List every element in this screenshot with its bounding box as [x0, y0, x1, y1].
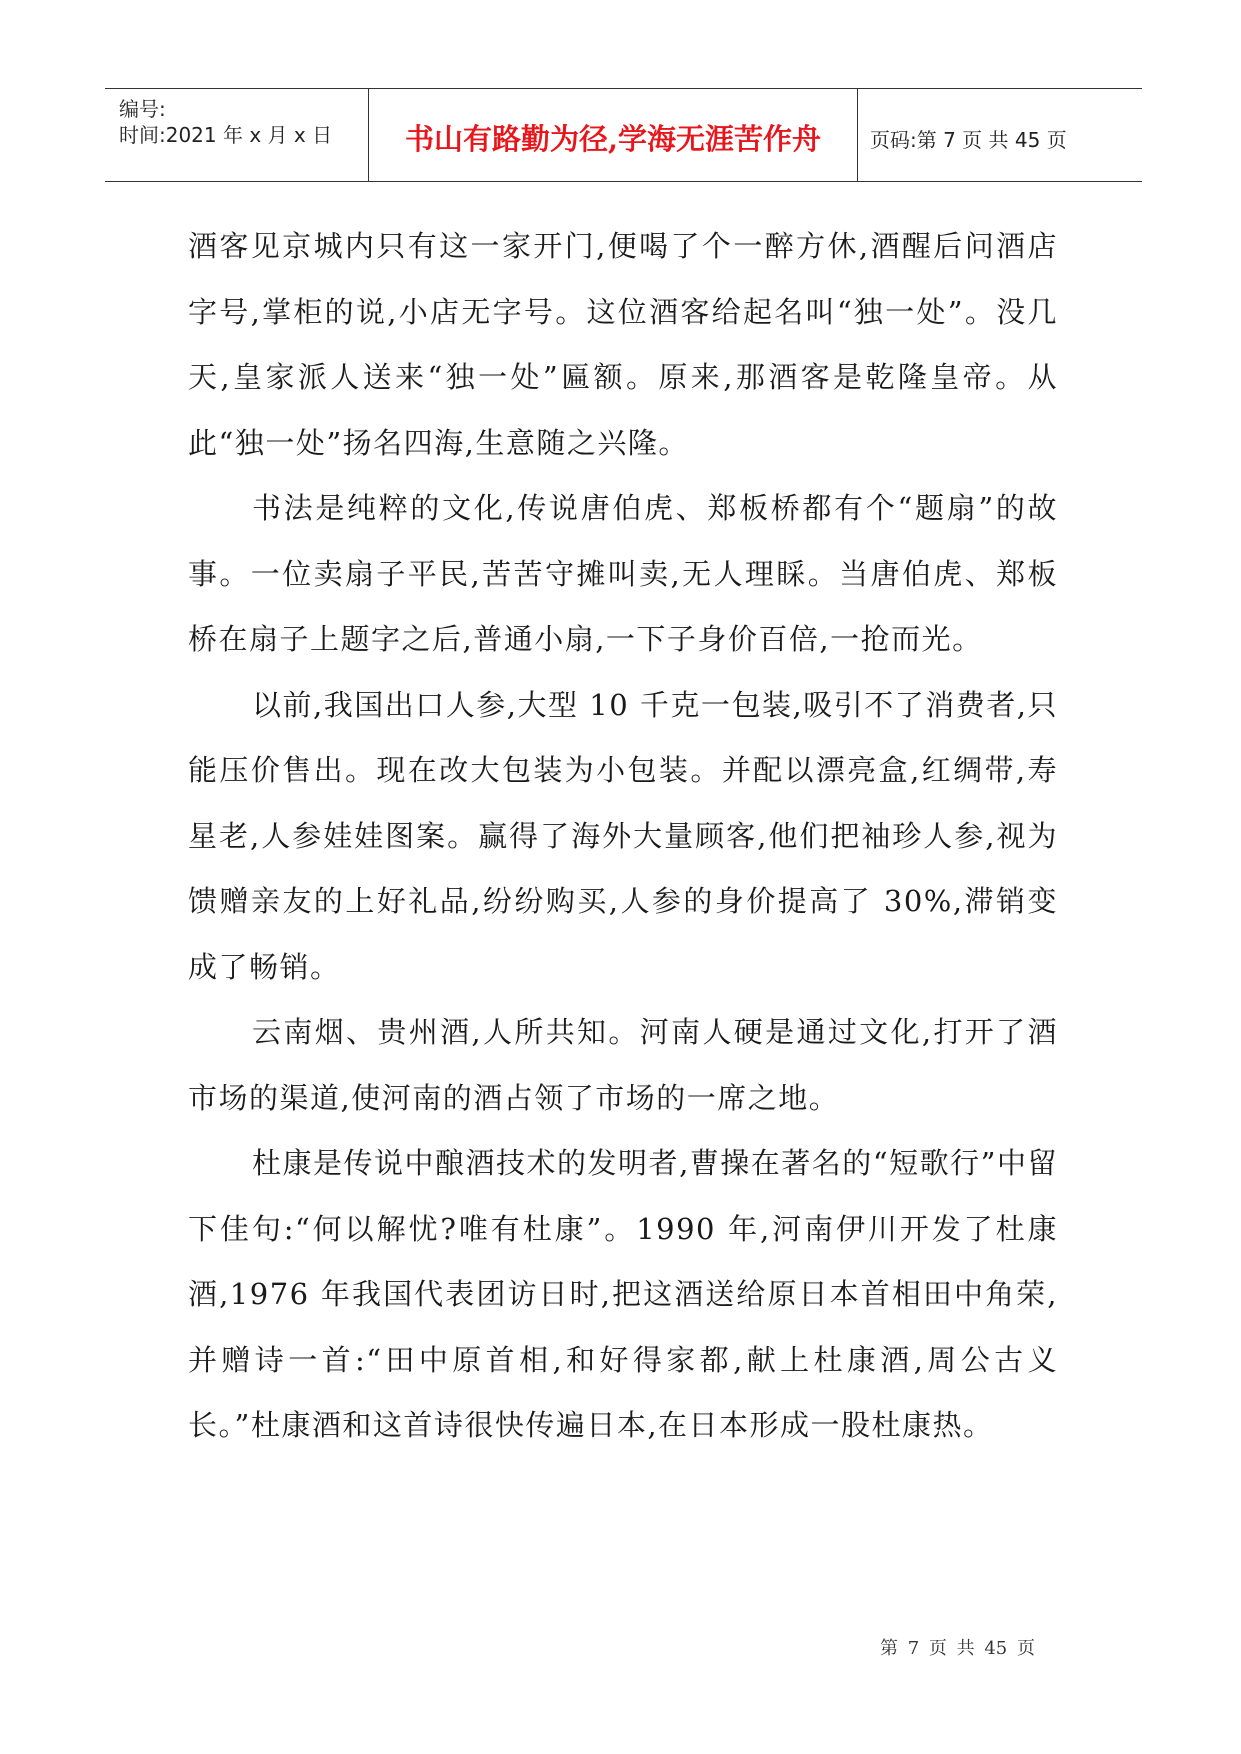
paragraph-4: 云南烟、贵州酒,人所共知。河南人硬是通过文化,打开了酒市场的渠道,使河南的酒占领了市场的一席之地。: [188, 1015, 1058, 1115]
header-motto: 书山有路勤为径,学海无涯苦作舟: [404, 122, 822, 156]
paragraph-3: 以前,我国出口人参,大型 10 千克一包装,吸引不了消费者,只能压价售出。现在改大包装为小包装。并配以漂亮盒,红绸带,寿星老,人参娃娃图案。赢得了海外大量顾客,他们把袖珍人参,视为馈赠亲友的上好礼品,纷纷购买,人参的身价提高了 30%,滞销变成了畅销。: [188, 687, 1058, 984]
header-motto-cell: [368, 89, 858, 181]
header-page-cell: [858, 89, 1142, 181]
header-info-cell: [105, 89, 368, 181]
paragraph-2: 书法是纯粹的文化,传说唐伯虎、郑板桥都有个“题扇”的故事。一位卖扇子平民,苦苦守摊叫卖,无人理睬。当唐伯虎、郑板桥在扇子上题字之后,普通小扇,一下子身价百倍,一抢而光。: [188, 491, 1058, 656]
footer-page-number: 第 7 页 共 45 页: [880, 1638, 1035, 1659]
paragraph-5: 杜康是传说中酿酒技术的发明者,曹操在著名的“短歌行”中留下佳句:“何以解忧?唯有杜康”。1990 年,河南伊川开发了杜康酒,1976 年我国代表团访日时,把这酒送给原日本首相田中角荣,并赠诗一首:“田中原首相,和好得家都,献上杜康酒,周公古义长。”杜康酒和这首诗很快传遍日本,在日本形成一股杜康热。: [188, 1146, 1058, 1442]
page-header: [105, 88, 1142, 182]
time-label: 时间:2021 年 x 月 x 日: [119, 123, 333, 147]
paragraph-1: 酒客见京城内只有这一家开门,便喝了个一醉方休,酒醒后问酒店字号,掌柜的说,小店无字号。这位酒客给起名叫“独一处”。没几天,皇家派人送来“独一处”匾额。原来,那酒客是乾隆皇帝。从此“独一处”扬名四海,生意随之兴隆。: [188, 229, 1058, 460]
header-page-number: 页码:第 7 页 共 45 页: [870, 128, 1067, 152]
serial-number-label: 编号:: [119, 97, 166, 121]
document-body: [188, 214, 1058, 1459]
